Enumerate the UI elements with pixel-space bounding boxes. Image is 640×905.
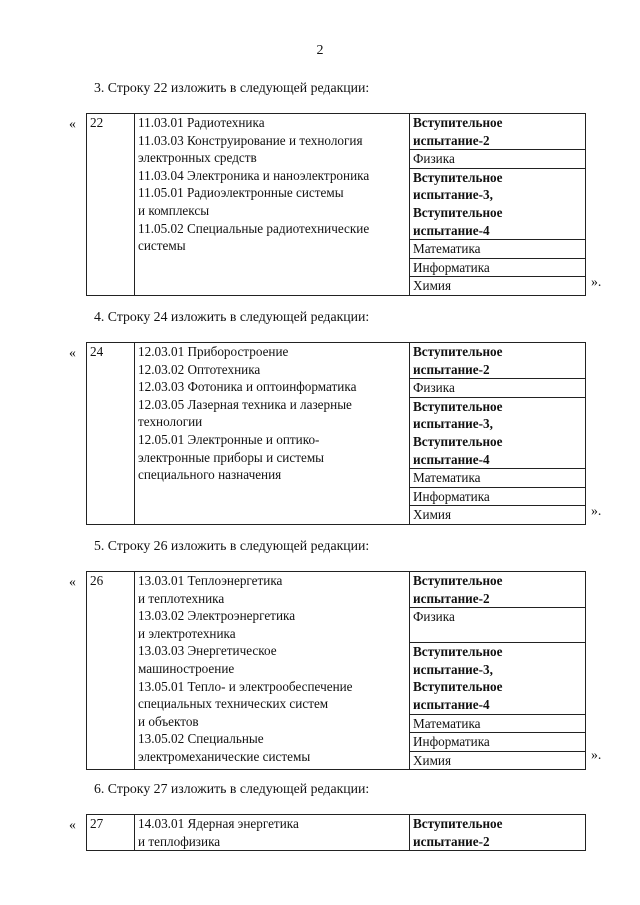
subject-cell: Физика [410, 379, 586, 398]
program-line: электромеханические системы [138, 748, 311, 764]
subject-cell: Информатика [410, 487, 586, 506]
row-number-cell: 22 [87, 114, 135, 296]
subject-cell: Вступительное испытание-3, Вступительное испытание-4 [410, 168, 586, 239]
programs-cell [135, 343, 410, 525]
row-number-cell: 24 [87, 343, 135, 525]
section-heading-3: 3. Строку 22 изложить в следующей редакции: [94, 80, 370, 95]
open-quote: « [69, 345, 76, 360]
program-line: и теплофизика [138, 833, 221, 849]
program-line: 13.05.02 Специальные [138, 731, 264, 747]
programs-cell [135, 572, 410, 770]
amendment-table-row-22 [86, 113, 586, 296]
program-line: машиностроение [138, 660, 235, 676]
subject-cell: Математика [410, 240, 586, 259]
program-line: 11.05.02 Специальные радиотехнические [138, 220, 370, 236]
program-line: 11.03.03 Конструирование и технология [138, 132, 363, 148]
program-line: электронных средств [138, 150, 257, 166]
subject-cell: Вступительное испытание-3, Вступительное испытание-4 [410, 643, 586, 714]
open-quote: « [69, 817, 76, 832]
subject-cell: Вступительное испытание-3, Вступительное испытание-4 [410, 397, 586, 468]
program-line: 12.03.05 Лазерная техника и лазерные [138, 396, 352, 412]
subject-cell: Физика [410, 608, 586, 643]
subject-cell: Информатика [410, 733, 586, 752]
section-heading-5: 5. Строку 26 изложить в следующей редакции: [94, 538, 370, 553]
programs-cell [135, 815, 410, 851]
subject-cell: Химия [410, 751, 586, 770]
program-line: 11.03.04 Электроника и наноэлектроника [138, 167, 370, 183]
program-line: системы [138, 238, 186, 254]
close-quote: ». [591, 747, 602, 762]
program-line: 13.03.01 Теплоэнергетика [138, 573, 283, 588]
program-line: и объектов [138, 713, 199, 729]
amendment-table-row-26 [86, 571, 586, 770]
program-line: и комплексы [138, 202, 210, 218]
close-quote: ». [591, 274, 602, 289]
row-number-cell: 27 [87, 815, 135, 851]
page-number: 2 [316, 43, 324, 58]
program-line: 12.03.03 Фотоника и оптоинформатика [138, 379, 357, 395]
open-quote: « [69, 116, 76, 131]
program-line: электронные приборы и системы [138, 449, 325, 465]
program-line: и электротехника [138, 625, 236, 641]
row-number-cell: 26 [87, 572, 135, 770]
subject-cell: Математика [410, 469, 586, 488]
program-line: 12.05.01 Электронные и оптико- [138, 431, 320, 447]
program-line: 11.03.01 Радиотехника [138, 115, 265, 130]
section-heading-6: 6. Строку 27 изложить в следующей редакции: [94, 781, 370, 796]
programs-cell [135, 114, 410, 296]
program-line: специального назначения [138, 467, 282, 483]
subject-cell: Химия [410, 506, 586, 525]
amendment-table-row-27 [86, 814, 586, 851]
subject-cell: Информатика [410, 258, 586, 277]
subject-cell: Вступительное испытание-2 [410, 572, 586, 608]
program-line: 14.03.01 Ядерная энергетика [138, 816, 299, 831]
program-line: 12.03.02 Оптотехника [138, 361, 261, 377]
section-heading-4: 4. Строку 24 изложить в следующей редакции: [94, 309, 370, 324]
subject-cell: Математика [410, 714, 586, 733]
program-line: и теплотехника [138, 590, 225, 606]
amendment-table-row-24 [86, 342, 586, 525]
program-line: 13.03.03 Энергетическое [138, 643, 277, 659]
program-line: 13.05.01 Тепло- и электрообеспечение [138, 678, 353, 694]
subject-cell: Вступительное испытание-2 [410, 815, 586, 851]
program-line: 11.05.01 Радиоэлектронные системы [138, 185, 344, 201]
subject-cell: Вступительное испытание-2 [410, 114, 586, 150]
program-line: технологии [138, 414, 203, 430]
program-line: специальных технических систем [138, 696, 329, 712]
open-quote: « [69, 574, 76, 589]
subject-cell: Вступительное испытание-2 [410, 343, 586, 379]
program-line: 12.03.01 Приборостроение [138, 344, 289, 359]
subject-cell: Химия [410, 277, 586, 296]
close-quote: ». [591, 503, 602, 518]
program-line: 13.03.02 Электроэнергетика [138, 608, 296, 624]
subject-cell: Физика [410, 150, 586, 169]
